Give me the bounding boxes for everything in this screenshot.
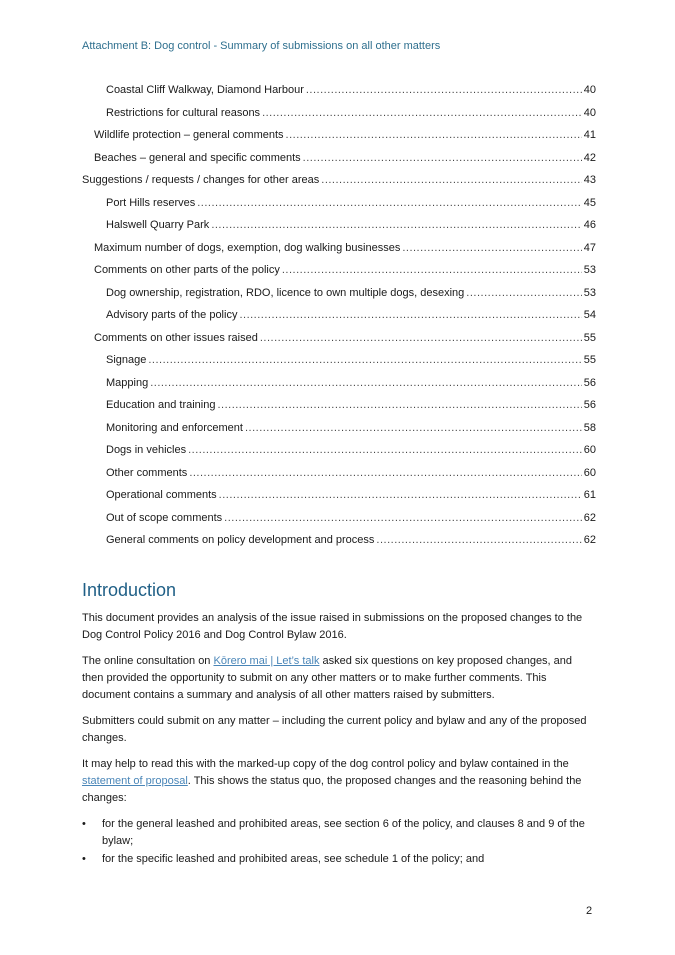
intro-paragraph-4-text-before: It may help to read this with the marked-up copy of the dog control policy and bylaw contained in the <box>82 758 569 770</box>
toc-dot-leader <box>466 282 581 305</box>
toc-entry-page: 58 <box>583 421 596 434</box>
toc-entry-title: Advisory parts of the policy <box>106 309 238 321</box>
toc-entry[interactable] <box>82 102 596 125</box>
toc-entry-page: 43 <box>583 174 596 186</box>
toc-entry[interactable] <box>82 462 596 485</box>
page-number: 2 <box>586 905 593 917</box>
toc-entry-title: Comments on other issues raised <box>94 331 258 344</box>
toc-entry-page: 61 <box>583 489 596 501</box>
toc-entry-page: 40 <box>583 84 596 96</box>
toc-entry-title: Restrictions for cultural reasons <box>106 106 261 119</box>
toc-entry[interactable] <box>82 484 596 507</box>
list-item <box>82 851 594 868</box>
toc-dot-leader <box>402 237 581 260</box>
toc-dot-leader <box>282 259 582 282</box>
toc-entry[interactable] <box>82 349 596 372</box>
toc-entry-title: Maximum number of dogs, exemption, dog walking businesses <box>94 241 401 254</box>
toc-entry-title: Dogs in vehicles <box>106 444 187 456</box>
toc-dot-leader <box>321 169 581 192</box>
toc-entry[interactable] <box>82 282 596 305</box>
toc-entry-page: 62 <box>583 534 596 546</box>
toc-dot-leader <box>303 147 582 170</box>
toc-dot-leader <box>239 304 581 327</box>
toc-entry[interactable] <box>82 192 596 215</box>
bullet-list <box>82 816 594 868</box>
toc-entry-page: 42 <box>583 151 596 164</box>
toc-entry-title: Dog ownership, registration, RDO, licence to own multiple dogs, desexing <box>106 286 465 299</box>
intro-paragraph-2-text-after: asked six questions on key proposed changes, and then provided the opportunity to submit on any other matters or to make further comments. This document contains a summary and analysis of all other matters raised by submitters. <box>82 655 573 701</box>
toc-entry-page: 40 <box>583 106 596 119</box>
korero-mai-link[interactable]: Kōrero mai | Let’s talk <box>213 655 320 667</box>
toc-dot-leader <box>286 124 582 147</box>
document-header: Attachment B: Dog control - Summary of submissions on all other matters <box>82 40 441 52</box>
toc-entry-title: Suggestions / requests / changes for other areas <box>82 174 320 186</box>
toc-entry-title: Out of scope comments <box>106 511 223 524</box>
toc-entry[interactable] <box>82 507 596 530</box>
toc-entry[interactable] <box>82 259 596 282</box>
list-item <box>82 816 594 850</box>
toc-entry-title: Wildlife protection – general comments <box>94 129 284 141</box>
bullet-icon: • <box>82 818 86 830</box>
toc-entry-title: Coastal Cliff Walkway, Diamond Harbour <box>106 84 304 96</box>
toc-dot-leader <box>376 529 581 552</box>
toc-dot-leader <box>211 214 581 237</box>
intro-paragraph-3: Submitters could submit on any matter – including the current policy and bylaw and any of the proposed changes. <box>82 715 587 744</box>
toc-dot-leader <box>245 417 582 440</box>
toc-entry-page: 53 <box>583 286 596 299</box>
bullet-text: for the general leashed and prohibited areas, see section 6 of the policy, and clauses 8 and 9 of the bylaw; <box>102 818 585 847</box>
statement-of-proposal-link[interactable]: statement of proposal <box>82 775 188 787</box>
toc-entry-page: 46 <box>583 219 596 231</box>
toc-entry-page: 45 <box>583 196 596 209</box>
toc-entry-page: 55 <box>583 331 596 344</box>
toc-entry-title: Signage <box>106 354 147 366</box>
toc-entry[interactable] <box>82 417 596 440</box>
toc-entry-page: 55 <box>583 354 596 366</box>
toc-entry-title: General comments on policy development and process <box>106 534 375 546</box>
toc-entry[interactable] <box>82 79 596 102</box>
toc-entry-page: 41 <box>583 129 596 141</box>
intro-paragraph-4-text-after: . This shows the status quo, the proposed changes and the reasoning behind the changes: <box>82 775 582 804</box>
toc-entry-page: 56 <box>583 399 596 411</box>
toc-entry-title: Halswell Quarry Park <box>106 219 210 231</box>
toc-dot-leader <box>150 372 582 395</box>
toc-entry-page: 53 <box>583 264 596 276</box>
toc-dot-leader <box>219 484 582 507</box>
toc-entry-title: Other comments <box>106 466 188 479</box>
intro-paragraph-1: This document provides an analysis of the issue raised in submissions on the proposed changes to the Dog Control Policy 2016 and Dog Control Bylaw 2016. <box>82 612 583 641</box>
toc-entry-title: Monitoring and enforcement <box>106 421 243 434</box>
toc-dot-leader <box>148 349 581 372</box>
toc-entry[interactable] <box>82 237 596 260</box>
toc-entry-title: Education and training <box>106 399 216 411</box>
bullet-text: for the specific leashed and prohibited areas, see schedule 1 of the policy; and <box>102 853 485 865</box>
toc-dot-leader <box>197 192 582 215</box>
bullet-icon: • <box>82 853 86 865</box>
intro-paragraph-2 <box>82 653 594 704</box>
toc-entry-page: 60 <box>583 444 596 456</box>
toc-entry-title: Port Hills reserves <box>106 196 196 209</box>
toc-entry-title: Mapping <box>106 376 149 389</box>
introduction-body <box>82 610 594 869</box>
toc-entry[interactable] <box>82 394 596 417</box>
toc-entry-title: Operational comments <box>106 489 217 501</box>
toc-entry[interactable] <box>82 124 596 147</box>
toc-dot-leader <box>262 102 582 125</box>
introduction-heading: Introduction <box>82 580 177 600</box>
toc-entry-page: 60 <box>583 466 596 479</box>
intro-paragraph-2-text-before: The online consultation on <box>82 655 214 667</box>
toc-entry-page: 54 <box>583 309 596 321</box>
toc-dot-leader <box>260 327 582 350</box>
toc-entry-page: 56 <box>583 376 596 389</box>
toc-entry-title: Beaches – general and specific comments <box>94 151 301 164</box>
toc-entry[interactable] <box>82 147 596 170</box>
toc-dot-leader <box>188 439 582 462</box>
toc-entry[interactable] <box>82 304 596 327</box>
toc-entry[interactable] <box>82 439 596 462</box>
toc-entry-page: 47 <box>583 241 596 254</box>
toc-dot-leader <box>224 507 582 530</box>
toc-entry[interactable] <box>82 529 596 552</box>
toc-dot-leader <box>306 79 582 102</box>
toc-entry-title: Comments on other parts of the policy <box>94 264 280 276</box>
toc-entry-page: 62 <box>583 511 596 524</box>
toc-entry[interactable] <box>82 372 596 395</box>
table-of-contents <box>82 79 596 552</box>
toc-entry[interactable] <box>82 214 596 237</box>
toc-dot-leader <box>189 462 581 485</box>
toc-entry[interactable] <box>82 169 596 192</box>
intro-paragraph-4 <box>82 756 594 807</box>
toc-dot-leader <box>217 394 581 417</box>
toc-entry[interactable] <box>82 327 596 350</box>
